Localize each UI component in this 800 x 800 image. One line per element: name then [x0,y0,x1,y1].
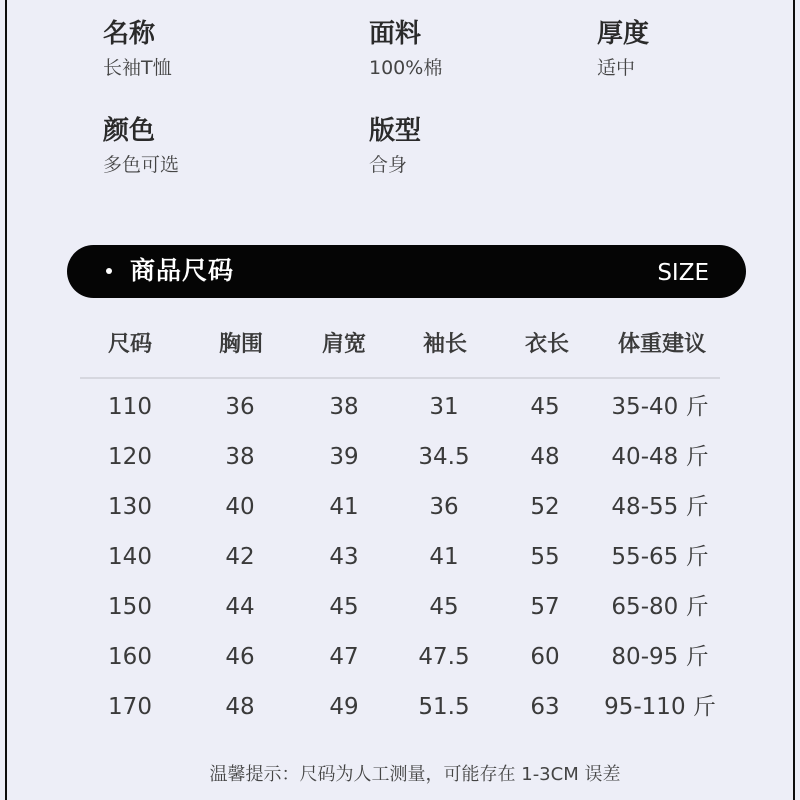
table-cell: 34.5 [418,444,470,470]
table-cell: 120 [108,444,152,470]
table-cell: 36 [225,394,255,420]
table-cell: 55 [530,544,560,570]
table-row [78,582,720,632]
attribute-color [103,115,179,177]
attribute-label: 版型 [369,116,422,146]
table-cell: 63 [530,694,560,720]
table-cell: 39 [329,444,359,470]
table-cell: 45 [429,594,459,620]
table-cell: 48 [530,444,560,470]
table-row [78,382,720,432]
table-cell: 51.5 [418,694,470,720]
table-header-cell: 尺码 [107,332,153,357]
attribute-value: 多色可选 [103,154,180,176]
attribute-label: 厚度 [597,19,650,49]
table-cell: 42 [225,544,255,570]
table-cell: 130 [108,494,152,520]
table-cell: 35-40 斤 [611,394,709,420]
size-section-header [67,245,746,298]
table-cell: 80-95 斤 [611,644,709,670]
table-cell: 41 [329,494,359,520]
table-row [78,682,720,732]
table-cell: 150 [108,594,152,620]
table-row [78,432,720,482]
attribute-fabric [369,18,442,80]
table-cell: 40 [225,494,255,520]
table-cell: 55-65 斤 [611,544,709,570]
table-row [78,482,720,532]
header-divider [80,377,720,379]
table-cell: 52 [530,494,560,520]
table-cell: 95-110 斤 [604,694,716,720]
table-cell: 49 [329,694,359,720]
attribute-name [103,18,172,80]
table-header-cell: 肩宽 [321,332,367,357]
measurement-note: 温馨提示：尺码为人工测量，可能存在 1-3CM 误差 [209,764,621,785]
table-cell: 110 [108,394,152,420]
table-cell: 45 [530,394,560,420]
table-header-cell: 体重建议 [617,332,707,357]
attribute-value: 100%棉 [369,57,443,79]
attribute-thickness [597,18,649,80]
table-cell: 44 [225,594,255,620]
table-cell: 48 [225,694,255,720]
attribute-value: 适中 [597,57,636,79]
bullet-dot-icon [106,268,112,274]
attribute-fit [369,115,421,177]
table-cell: 45 [329,594,359,620]
table-cell: 47 [329,644,359,670]
right-border-line [793,0,795,800]
table-cell: 40-48 斤 [611,444,709,470]
table-cell: 46 [225,644,255,670]
table-cell: 41 [429,544,459,570]
table-cell: 38 [329,394,359,420]
table-row [78,632,720,682]
table-header-cell: 袖长 [422,332,468,357]
table-cell: 170 [108,694,152,720]
table-cell: 48-55 斤 [611,494,709,520]
table-cell: 57 [530,594,560,620]
table-cell: 60 [530,644,560,670]
table-cell: 140 [108,544,152,570]
attribute-value: 长袖T恤 [103,57,172,79]
size-section-title-en: SIZE [657,260,709,286]
table-cell: 43 [329,544,359,570]
table-cell: 31 [429,394,459,420]
attribute-label: 颜色 [103,116,156,146]
table-header-cell: 胸围 [218,332,264,357]
size-table [78,325,720,720]
table-header-cell: 衣长 [524,332,570,357]
table-header-row [78,325,720,377]
table-row [78,532,720,582]
attribute-label: 名称 [103,19,156,49]
attribute-value: 合身 [369,154,408,176]
table-cell: 38 [225,444,255,470]
table-cell: 65-80 斤 [611,594,709,620]
size-section-title: 商品尺码 [130,256,235,285]
attribute-label: 面料 [369,19,422,49]
left-border-line [5,0,7,800]
table-cell: 160 [108,644,152,670]
table-body [78,382,720,732]
table-cell: 47.5 [418,644,470,670]
table-cell: 36 [429,494,459,520]
